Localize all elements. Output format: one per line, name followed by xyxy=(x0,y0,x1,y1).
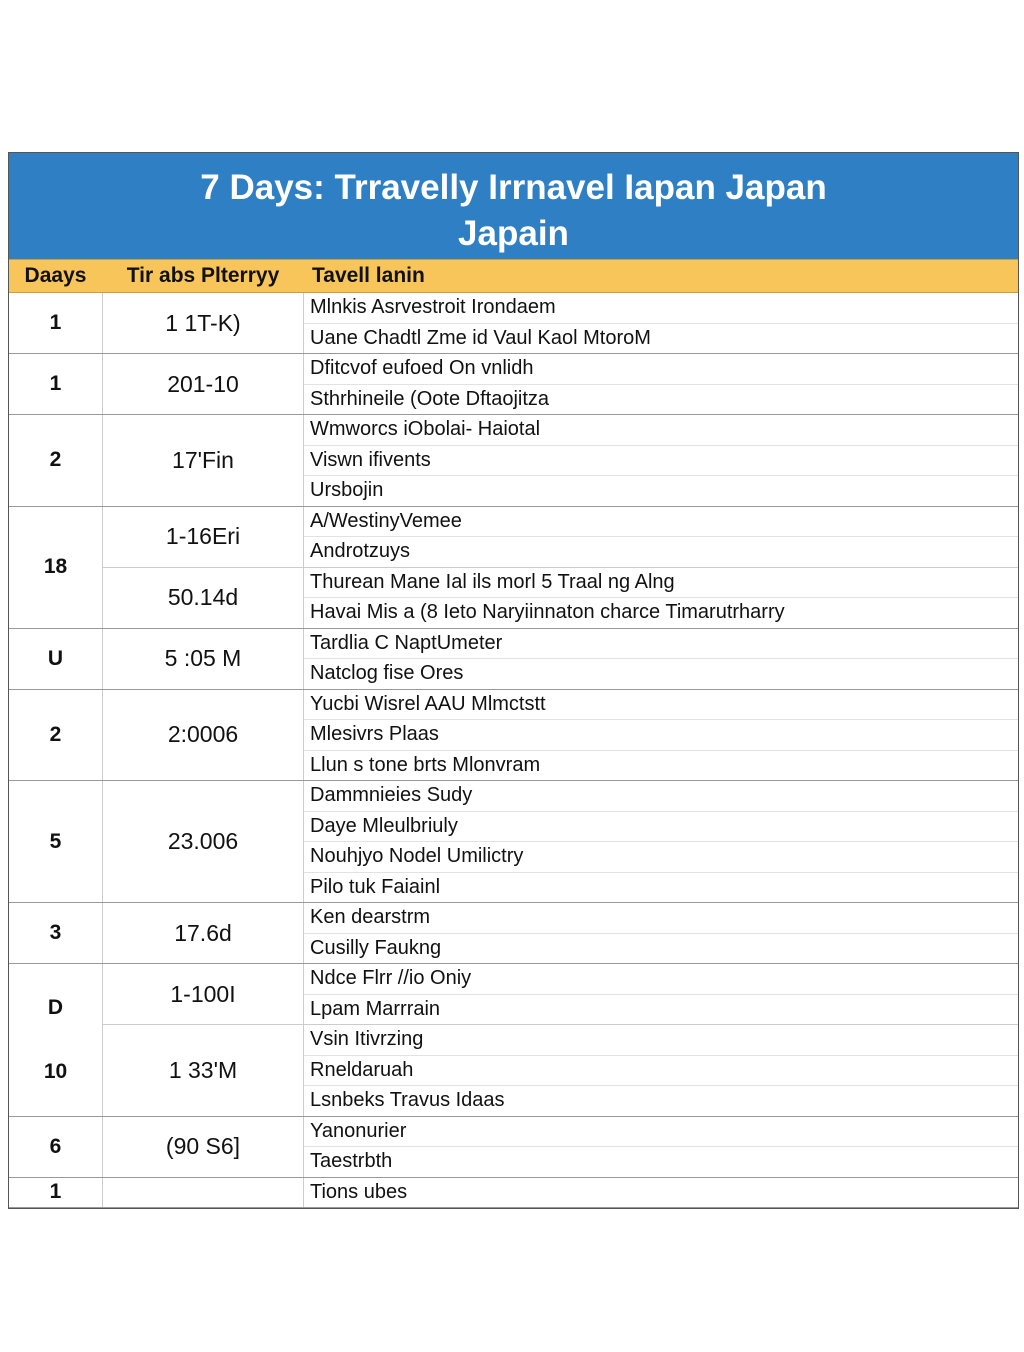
activity-cell: Llun s tone brts Mlonvram xyxy=(310,753,541,776)
table-row xyxy=(103,1025,1018,1116)
day-label: 1 xyxy=(49,311,62,334)
time-cell: 201-10 xyxy=(103,354,304,414)
time-cell: 2:0006 xyxy=(103,690,304,781)
activity-cell: Ken dearstrm xyxy=(304,903,1018,934)
table-row xyxy=(103,568,1018,628)
activity-cell: Mlesivrs Plaas xyxy=(304,720,1018,751)
activity-cell: Rneldaruah xyxy=(304,1056,1018,1087)
table-row-group xyxy=(9,781,1018,903)
activity-cell: Mlnkis Asrvestroit Irondaem xyxy=(304,293,1018,324)
day-cell xyxy=(9,964,103,1116)
header-time: Tir abs Plterryy xyxy=(126,264,280,287)
time-cell: 17'Fin xyxy=(103,415,304,506)
activity-cell: Sthrhineile (Oote Dftaojitza xyxy=(310,387,550,410)
table-row xyxy=(103,293,1018,353)
table-row-group xyxy=(9,354,1018,415)
day-cell xyxy=(9,903,103,963)
activity-cell: Taestrbth xyxy=(310,1150,393,1172)
table-header xyxy=(9,259,1018,293)
table-row-group xyxy=(9,415,1018,507)
activity-cell: Lsnbeks Travus Idaas xyxy=(310,1089,505,1111)
table-row xyxy=(103,354,1018,414)
day-cell xyxy=(9,354,103,414)
day-cell xyxy=(9,1117,103,1177)
table-row-group xyxy=(9,690,1018,782)
activity-cell: Yucbi Wisrel AAU Mlmctstt xyxy=(304,690,1018,721)
table-row xyxy=(103,690,1018,781)
day-cell xyxy=(9,629,103,689)
table-row xyxy=(103,415,1018,506)
table-row xyxy=(103,781,1018,902)
time-cell: 17.6d xyxy=(103,903,304,963)
table-row-group xyxy=(9,964,1018,1117)
activity-cell: Ndce Flrr //io Oniy xyxy=(304,964,1018,995)
activity-cell: Tions ubes xyxy=(310,1180,408,1203)
time-cell: 1-16Eri xyxy=(103,507,304,567)
day-label: 3 xyxy=(49,921,62,944)
activity-cell: Dfitcvof eufoed On vnlidh xyxy=(304,354,1018,385)
table-row xyxy=(103,629,1018,689)
table-row-group xyxy=(9,1117,1018,1178)
activity-cell: Natclog fise Ores xyxy=(310,662,464,684)
activity-cell: Wmworcs iObolai- Haiotal xyxy=(304,415,1018,446)
header-activity: Tavell lanin xyxy=(312,264,425,287)
day-label: 2 xyxy=(49,448,62,472)
table-row xyxy=(103,507,1018,568)
day-cell xyxy=(9,781,103,902)
page-title-line2: Japain xyxy=(458,214,569,253)
table-row xyxy=(103,1117,1018,1177)
activity-cell: A/WestinyVemee xyxy=(304,507,1018,538)
day-label: 6 xyxy=(49,1134,62,1158)
activity-cell: Thurean Mane Ial ils morl 5 Traal ng Alng xyxy=(304,568,1018,599)
day-cell xyxy=(9,690,103,781)
activity-cell: Vsin Itivrzing xyxy=(304,1025,1018,1056)
time-cell: 1-100I xyxy=(103,964,304,1024)
activity-cell: Lpam Marrrain xyxy=(310,997,441,1020)
time-cell: 1 33'M xyxy=(103,1025,304,1116)
activity-cell: Viswn ifivents xyxy=(304,446,1018,477)
activity-cell: Cusilly Faukng xyxy=(310,936,442,959)
itinerary-table xyxy=(8,152,1019,1209)
day-cell xyxy=(9,415,103,506)
day-label: U xyxy=(47,646,64,670)
table-row xyxy=(103,1178,1018,1208)
activity-cell: Nouhjyo Nodel Umilictry xyxy=(304,842,1018,873)
day-cell xyxy=(9,507,103,628)
day-label: 2 xyxy=(49,722,62,746)
activity-cell: Pilo tuk Faiainl xyxy=(310,875,441,898)
table-row-group xyxy=(9,903,1018,964)
table-row-group xyxy=(9,293,1018,354)
activity-cell: Tardlia C NaptUmeter xyxy=(304,629,1018,660)
activity-cell: Daye Mleulbriuly xyxy=(304,812,1018,843)
time-cell: 5 :05 M xyxy=(103,629,304,689)
table-row-group xyxy=(9,629,1018,690)
day-label: 5 xyxy=(49,829,62,853)
time-cell: (90 S6] xyxy=(103,1117,304,1177)
page-title-line1: 7 Days: Trravelly Irrnavel Iapan Japan xyxy=(200,168,827,207)
time-cell xyxy=(103,1178,304,1208)
activity-cell: Ursbojin xyxy=(310,479,384,501)
table-row-group xyxy=(9,507,1018,629)
title-banner xyxy=(9,153,1018,259)
table-body xyxy=(9,293,1018,1208)
activity-cell: Yanonurier xyxy=(304,1117,1018,1148)
activity-cell: Androtzuys xyxy=(310,540,411,562)
time-cell: 23.006 xyxy=(103,781,304,902)
table-row xyxy=(103,964,1018,1025)
day-label: 10 xyxy=(43,1059,68,1083)
time-cell: 1 1T-K) xyxy=(103,293,304,353)
time-cell: 50.14d xyxy=(103,568,304,628)
activity-cell: Dammnieies Sudy xyxy=(304,781,1018,812)
day-label: D xyxy=(47,995,64,1019)
day-label: 1 xyxy=(49,372,62,395)
activity-cell: Uane Chadtl Zme id Vaul Kaol MtoroM xyxy=(310,326,651,349)
activity-cell: Havai Mis a (8 Ieto Naryiinnaton charce Timarutrharry xyxy=(310,601,785,623)
day-cell xyxy=(9,293,103,353)
header-day: Daays xyxy=(24,264,87,287)
day-cell xyxy=(9,1178,103,1208)
day-label: 1 xyxy=(49,1180,62,1204)
table-row xyxy=(103,903,1018,963)
table-row-group xyxy=(9,1178,1018,1209)
day-label: 18 xyxy=(43,555,68,578)
